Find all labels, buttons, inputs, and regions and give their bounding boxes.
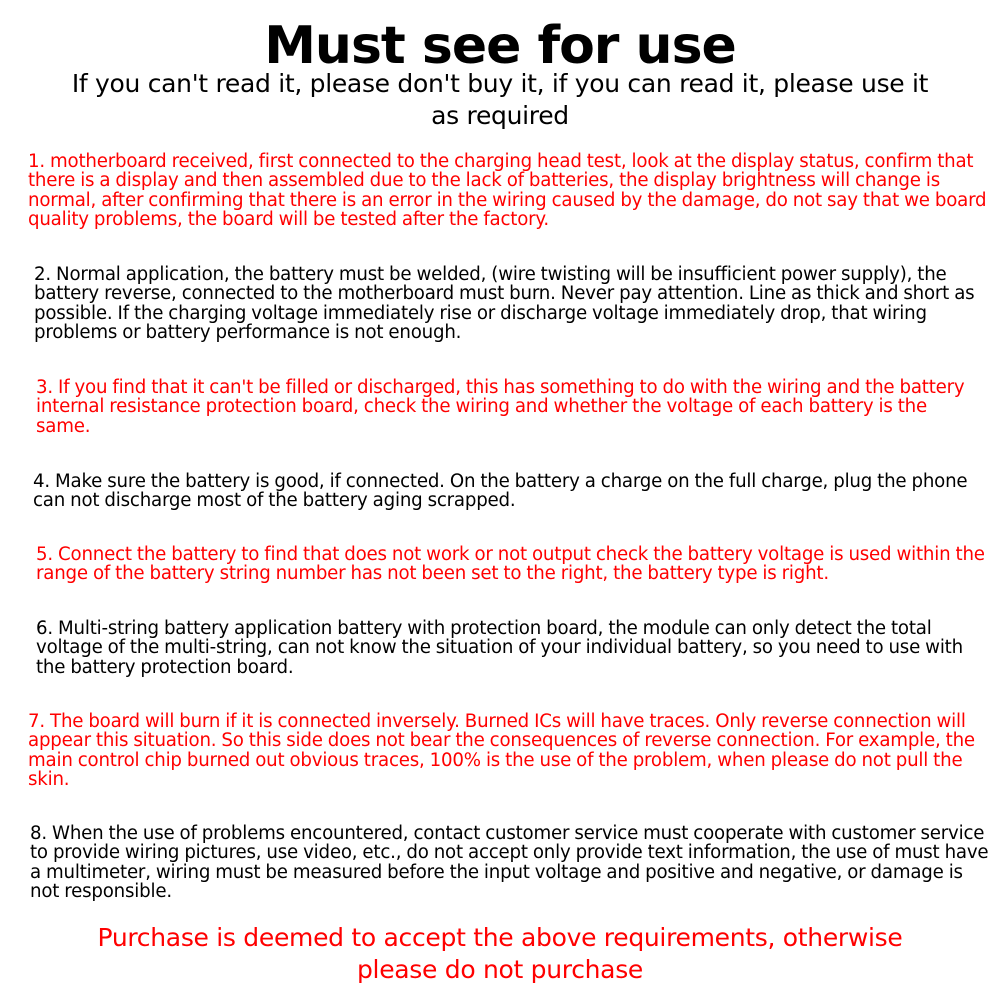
instruction-item-1: 1. motherboard received, first connected to the charging head test, look at the display status, confirm that there is a display and then assembled due to the lack of batteries, the display brightness will change is normal, after confirming that there is an error in the wiring caused by the damage, do not say that we board quality problems, the board will be tested after the factory.: [28, 151, 987, 231]
page-subtitle: If you can't read it, please don't buy it, if you can read it, please use it as required: [71, 69, 929, 130]
purchase-notice: Purchase is deemed to accept the above requirements, otherwise please do not purchase: [97, 923, 903, 984]
instruction-item-8: 8. When the use of problems encountered, contact customer service must cooperate with customer service to provide wiring pictures, use video, etc., do not accept only provide text information, the use of must have a multimeter, wiring must be measured before the input voltage and positive and negative, or damage is not responsible.: [30, 823, 989, 903]
instruction-item-7: 7. The board will burn if it is connected inversely. Burned ICs will have traces. Only reverse connection will appear this situation. So this side does not bear the consequences of reverse connection. For example, the main control chip burned out obvious traces, 100% is the use of the problem, when please do not pull the skin.: [28, 711, 975, 791]
instruction-item-3: 3. If you find that it can't be filled or discharged, this has something to do with the wiring and the battery internal resistance protection board, check the wiring and whether the voltage of each battery is the same.: [36, 377, 965, 437]
instruction-item-4: 4. Make sure the battery is good, if connected. On the battery a charge on the full charge, plug the phone can not discharge most of the battery aging scrapped.: [33, 471, 968, 512]
page-title: Must see for use: [264, 16, 736, 76]
instruction-item-6: 6. Multi-string battery application battery with protection board, the module can only detect the total voltage of the multi-string, can not know the situation of your individual battery, so you need to use with the battery protection board.: [36, 618, 963, 678]
instruction-item-5: 5. Connect the battery to find that does not work or not output check the battery voltage is used within the range of the battery string number has not been set to the right, the battery type is right.: [36, 544, 985, 585]
instruction-item-2: 2. Normal application, the battery must be welded, (wire twisting will be insufficient power supply), the battery reverse, connected to the motherboard must burn. Never pay attention. Line as thick and short as possible. If the charging voltage immediately rise or discharge voltage immediately drop, that wiring problems or battery performance is not enough.: [34, 264, 975, 344]
